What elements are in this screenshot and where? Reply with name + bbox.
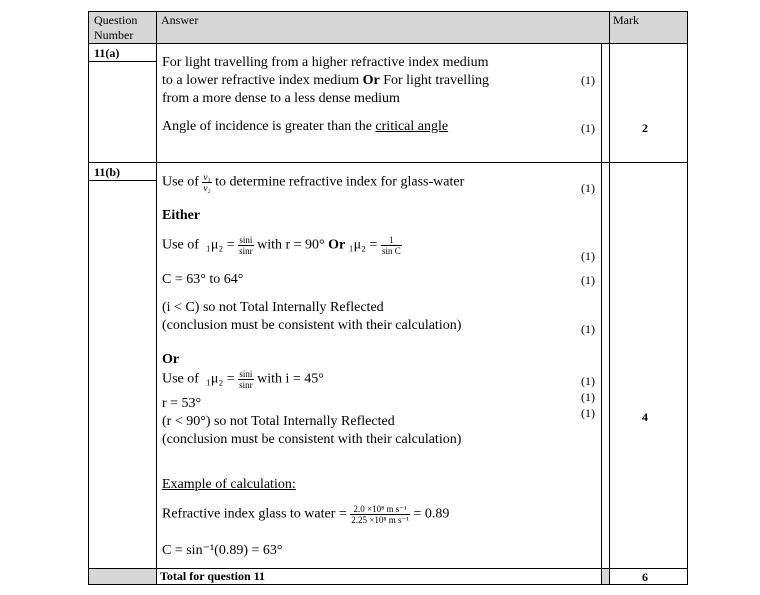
- q11b-use-of-ratio: Use of $\frac{\text{v₁}}{\text{v₂}}$ to determine refractive index for glass-water: [162, 172, 465, 193]
- q11a-line2: to a lower refractive index medium Or For light travelling: [162, 73, 489, 88]
- q11b-snell-line: Use of ₁μ₂ = $\frac{\sin i}{\sin r}$ with r = 90° Or ₁μ₂ = $\frac{1}{\text{sin C}}$: [162, 235, 401, 256]
- q11b-r-value: r = 53°: [162, 396, 202, 411]
- header-mark: Mark: [613, 13, 639, 27]
- q11a-line4: Angle of incidence is greater than the critical angle: [162, 119, 449, 134]
- q11a-mark-2: (1): [581, 121, 595, 135]
- q11b-ri-calc: Refractive index glass to water = $\frac{\text{2.0 ×10⁸ m s⁻¹}}{\text{2.25 ×10⁸ m s⁻¹}}$ = 0.89: [162, 504, 450, 525]
- q11a-line1: For light travelling from a higher refractive index medium: [162, 55, 489, 70]
- question-number-11a: 11(a): [94, 46, 120, 60]
- total-label: Total for question 11: [160, 569, 266, 583]
- ri-fraction: $\frac{\text{2.0 ×10⁸ m s⁻¹}}{\text{2.25 ×10⁸ m s⁻¹}}$: [351, 504, 409, 525]
- question-number-11b: 11(b): [94, 165, 121, 179]
- footer-sub-shading: [601, 568, 609, 584]
- sin-ratio-fraction-2: $\frac{\sin i}{\sin r}$: [239, 369, 253, 390]
- q11b-mark-3: (1): [581, 273, 595, 287]
- q11b-mark-4: (1): [581, 322, 595, 336]
- q11b-c-calc: C = sin⁻¹(0.89) = 63°: [162, 543, 283, 558]
- q11b-either: Either: [162, 208, 201, 223]
- q11b-consistent-2: (conclusion must be consistent with their calculation): [162, 432, 462, 447]
- q11b-mark-5: (1): [581, 374, 595, 388]
- q11b-mark-1: (1): [581, 181, 595, 195]
- ratio-fraction: $\frac{\text{v₁}}{\text{v₂}}$: [203, 172, 211, 193]
- q11b-mark-7: (1): [581, 406, 595, 420]
- q11b-conclusion-2: (r < 90°) so not Total Internally Reflected: [162, 414, 395, 429]
- header-question-number: Question Number: [94, 13, 138, 42]
- q11b-total: 4: [642, 410, 648, 424]
- q11a-total: 2: [642, 121, 648, 135]
- q11b-c-range: C = 63° to 64°: [162, 272, 244, 287]
- header-answer: Answer: [161, 13, 199, 27]
- q11b-snell-line-2: Use of ₁μ₂ = $\frac{\sin i}{\sin r}$ with i = 45°: [162, 369, 324, 390]
- q11b-consistent-1: (conclusion must be consistent with their calculation): [162, 318, 462, 333]
- sin-ratio-fraction: $\frac{\sin i}{\sin r}$: [239, 235, 253, 256]
- footer-number-shading: [88, 568, 156, 584]
- q11b-mark-2: (1): [581, 249, 595, 263]
- total-marks: 6: [642, 570, 648, 584]
- q11b-conclusion-1: (i < C) so not Total Internally Reflected: [162, 300, 384, 315]
- q11b-or-heading: Or: [162, 352, 180, 367]
- q11a-line3: from a more dense to a less dense medium: [162, 91, 400, 106]
- critical-fraction: $\frac{1}{\text{sin C}}$: [381, 235, 401, 256]
- q11b-example-heading: Example of calculation:: [162, 477, 296, 492]
- q11b-mark-6: (1): [581, 390, 595, 404]
- q11a-mark-1: (1): [581, 73, 595, 87]
